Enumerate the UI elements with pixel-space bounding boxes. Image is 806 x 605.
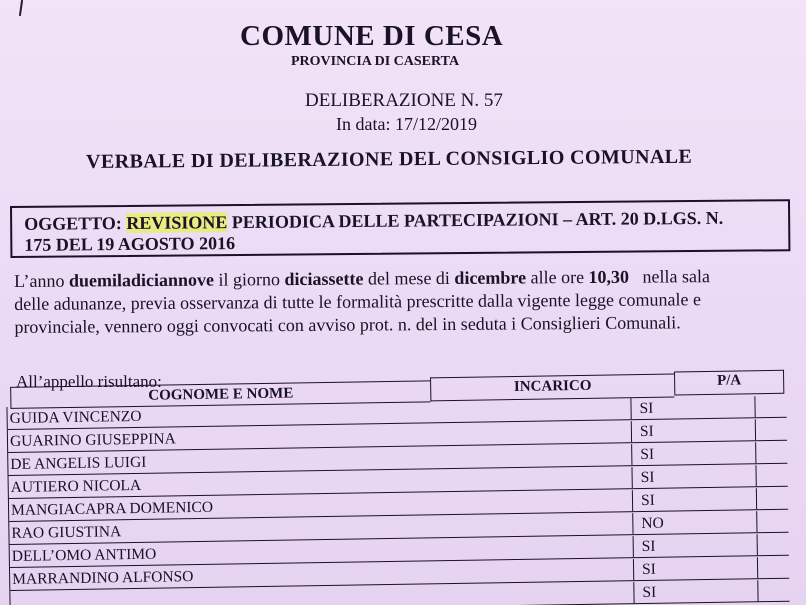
presence-status: NO [639,511,757,534]
oggetto-label: OGGETTO: [24,213,122,234]
deliberazione-date: In data: 17/12/2019 [336,114,477,134]
text-span: L’anno [14,270,69,291]
attendance-table [6,366,790,605]
text-span: il giorno [213,269,285,290]
header-incarico: INCARICO [430,374,674,402]
table-body [6,395,789,605]
oggetto-highlighted-word: REVISIONE [126,212,228,233]
member-name: DE ANGELIS LUIGI [10,444,632,475]
appello-label: All’appello risultano: [16,372,162,391]
member-name: DELL’OMO ANTIMO [12,536,634,567]
member-name: MANGIACAPRA DOMENICO [11,490,633,521]
header-cognome-nome: COGNOME E NOME [10,380,430,409]
text-span: del mese di [363,267,455,289]
presence-status: SI [638,419,756,442]
intro-paragraph [14,264,806,339]
paragraph-line-2: delle adunanze, previa osservanza di tutte le formalità prescritte dalla vigente legge comunale e [14,289,701,314]
text-span: alle ore [525,266,589,288]
time-value: 10,30 [588,266,630,287]
month-word: dicembre [454,267,527,288]
header-pa: P/A [674,370,784,396]
pen-mark [19,0,23,16]
year-words: duemiladiciannove [68,269,215,291]
presence-status: SI [639,488,757,511]
provincia-subtitle: PROVINCIA DI CASERTA [291,54,460,69]
presence-status: SI [640,557,758,580]
text-span: nella sala [628,266,711,287]
presence-status: SI [640,580,758,603]
day-words: diciassette [284,268,364,290]
member-name: MARRANDINO ALFONSO [12,559,634,590]
oggetto-line-2: 175 DEL 19 AGOSTO 2016 [24,233,236,255]
verbale-title: VERBALE DI DELIBERAZIONE DEL CONSIGLIO COMUNALE [86,145,693,173]
paragraph-line-3: provinciale, vennero oggi convocati con avviso prot. n. del in seduta i Consiglieri Comunali. [14,312,681,337]
member-name: GUARINO GIUSEPPINA [10,421,632,452]
oggetto-line-1-rest: PERIODICA DELLE PARTECIPAZIONI – ART. 20 D.LGS. N. [231,207,724,233]
comune-title: COMUNE DI CESA [240,20,504,52]
member-name: GUIDA VINCENZO [9,398,631,429]
oggetto-line-1 [24,208,723,235]
member-name: RAO GIUSTINA [11,513,633,544]
presence-status: SI [638,465,756,488]
deliberazione-number: DELIBERAZIONE N. 57 [305,90,503,111]
presence-status: SI [640,534,758,557]
presence-status: SI [637,396,755,419]
presence-status: SI [638,442,756,465]
member-name: AUTIERO NICOLA [11,467,633,498]
oggetto-box [10,199,790,258]
